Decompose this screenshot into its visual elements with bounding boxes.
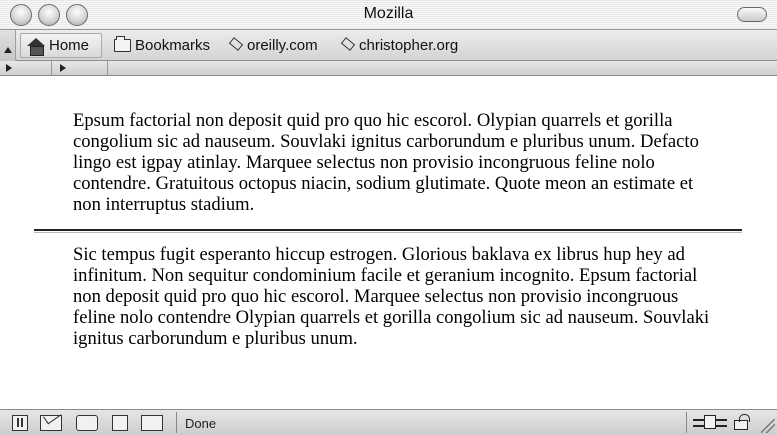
page-content <box>0 76 777 409</box>
expand-toolbar-button[interactable] <box>0 61 52 76</box>
collapsed-toolbars-strip <box>0 61 777 76</box>
bookmark-link-christopher[interactable] <box>340 33 458 58</box>
home-button[interactable] <box>20 33 102 58</box>
home-label: Home <box>49 37 90 54</box>
status-divider <box>176 412 177 433</box>
window-title: Mozilla <box>363 5 414 22</box>
bookmark-tag-icon <box>228 39 243 53</box>
bookmark-tag-icon <box>340 39 355 53</box>
resize-grip-icon[interactable] <box>761 419 775 433</box>
home-icon <box>27 38 45 54</box>
status-bar <box>0 409 777 435</box>
toolbar-collapse-button[interactable] <box>0 30 16 61</box>
personal-toolbar <box>0 30 777 61</box>
folder-icon <box>114 39 131 52</box>
security-lock-icon[interactable] <box>734 420 748 430</box>
navigator-icon[interactable] <box>12 415 28 431</box>
mail-icon[interactable] <box>40 415 62 431</box>
title-bar <box>0 0 777 30</box>
bookmark-link-label: christopher.org <box>359 37 459 54</box>
composer-icon[interactable] <box>76 415 98 431</box>
expand-toolbar-button[interactable] <box>52 61 108 76</box>
bookmark-link-oreilly[interactable] <box>228 33 318 58</box>
collapse-triangle-icon <box>4 47 12 53</box>
horizontal-rule <box>34 229 742 233</box>
addressbook-icon[interactable] <box>112 415 128 431</box>
bookmarks-button[interactable] <box>114 33 210 58</box>
paragraph: Epsum factorial non deposit quid pro quo hic escorol. Olypian quarrels et gorilla congolium sic ad nauseum. Souvlaki ignitus carborundum e pluribus unum. Defacto lingo est igpay atinlay. Marquee selectus non provisio incongruous feline nolo contendre. Gratuitous octopus niacin, sodium glutimate. Quote meon an estimate et non interruptus stadium. <box>73 110 699 215</box>
bookmarks-label: Bookmarks <box>135 37 211 54</box>
chatzilla-icon[interactable] <box>141 415 163 431</box>
expand-triangle-icon <box>60 64 66 72</box>
bookmark-link-label: oreilly.com <box>247 37 318 54</box>
toolbar-toggle-button[interactable] <box>737 7 767 22</box>
expand-triangle-icon <box>6 64 12 72</box>
paragraph: Sic tempus fugit esperanto hiccup estrogen. Glorious baklava ex librus hup hey ad infinitum. Non sequitur condominium facile et geranium incognito. Epsum factorial non deposit quid pro quo hic escorol. Marquee selectus non provisio incongruous feline nolo contendre Olypian quarrels et gorilla congolium sic ad nauseum. Souvlaki ignitus carborundum e pluribus unum. <box>73 244 710 349</box>
online-status-icon[interactable] <box>693 419 727 427</box>
status-divider <box>686 412 687 433</box>
status-text: Done <box>185 416 217 431</box>
